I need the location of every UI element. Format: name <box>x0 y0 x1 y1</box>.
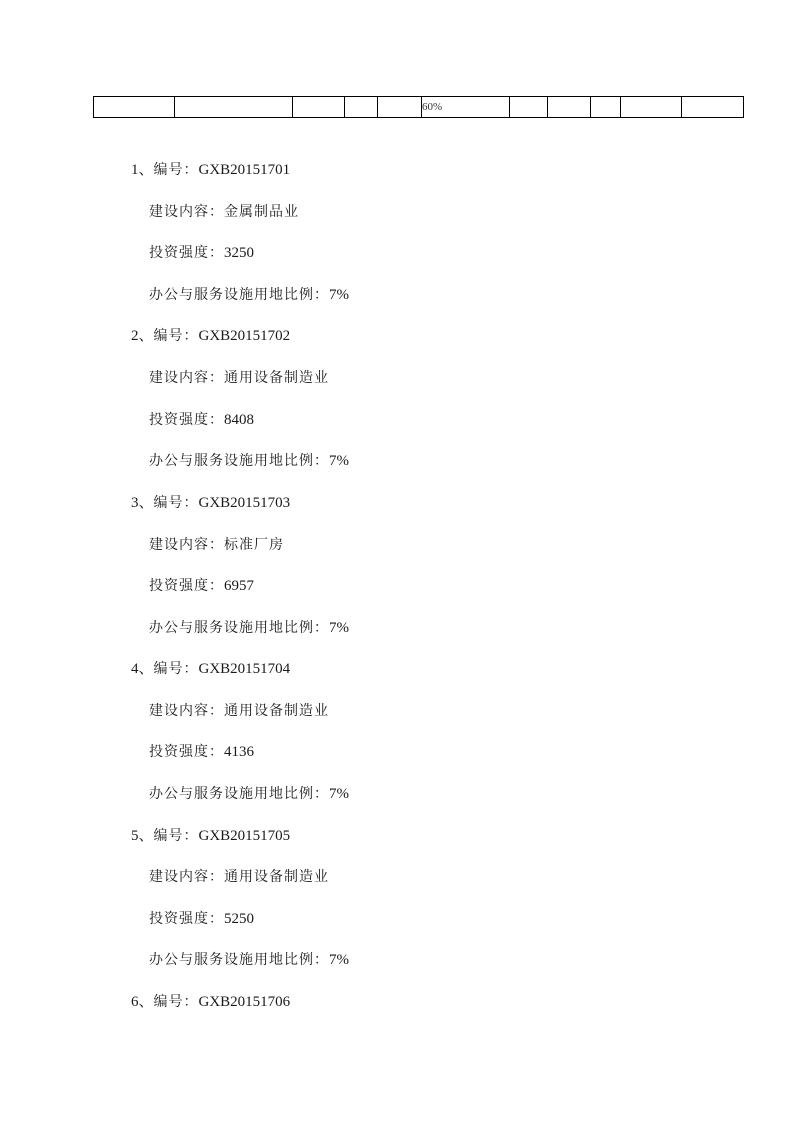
table-cell <box>510 97 548 118</box>
table-row <box>94 97 744 118</box>
table-cell <box>548 97 591 118</box>
item-intensity: 投资强度：8408 <box>149 412 254 428</box>
item-intensity: 投资强度：5250 <box>149 911 254 927</box>
item-ratio: 办公与服务设施用地比例：7% <box>149 620 349 636</box>
item-content: 建设内容：标准厂房 <box>149 537 284 553</box>
table-cell-percent: 60% <box>422 97 510 118</box>
item-content: 建设内容：通用设备制造业 <box>149 370 329 386</box>
item-intensity: 投资强度：3250 <box>149 245 254 261</box>
item-ratio: 办公与服务设施用地比例：7% <box>149 786 349 802</box>
table-cell <box>345 97 378 118</box>
item-heading: 3、编号：GXB20151703 <box>131 495 291 511</box>
item-heading: 1、编号：GXB20151701 <box>131 162 291 178</box>
item-ratio: 办公与服务设施用地比例：7% <box>149 952 349 968</box>
item-content: 建设内容：通用设备制造业 <box>149 703 329 719</box>
table-cell <box>293 97 345 118</box>
item-intensity: 投资强度：6957 <box>149 578 254 594</box>
table-cell <box>682 97 744 118</box>
item-heading: 5、编号：GXB20151705 <box>131 828 291 844</box>
item-heading: 2、编号：GXB20151702 <box>131 328 291 344</box>
table-cell <box>621 97 682 118</box>
item-content: 建设内容：通用设备制造业 <box>149 869 329 885</box>
item-intensity: 投资强度：4136 <box>149 744 254 760</box>
item-content: 建设内容：金属制品业 <box>149 204 299 220</box>
item-heading: 4、编号：GXB20151704 <box>131 661 291 677</box>
item-heading: 6、编号：GXB20151706 <box>131 994 291 1010</box>
item-ratio: 办公与服务设施用地比例：7% <box>149 287 349 303</box>
table-cell <box>175 97 293 118</box>
table-fragment <box>93 96 744 118</box>
table-cell <box>378 97 422 118</box>
table-cell <box>591 97 621 118</box>
table-cell <box>94 97 175 118</box>
item-ratio: 办公与服务设施用地比例：7% <box>149 453 349 469</box>
